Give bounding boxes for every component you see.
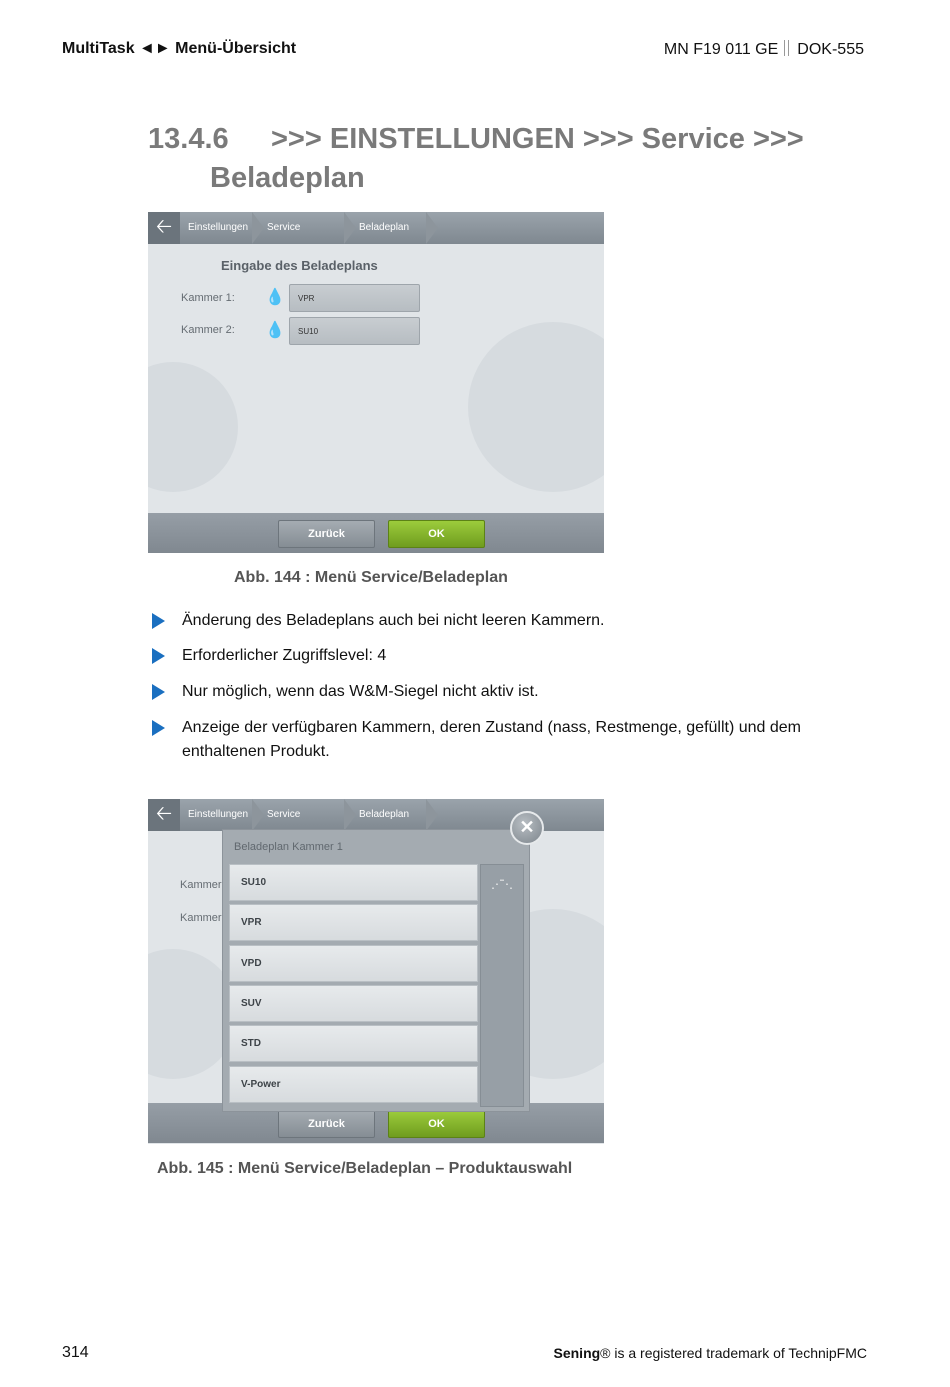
list-item-text: Nur möglich, wenn das W&M-Siegel nicht aktiv ist. <box>182 683 539 700</box>
bullet-triangle-icon <box>152 613 165 629</box>
back-arrow-icon[interactable]: 🡠 <box>148 799 180 831</box>
kammer2-label: Kammer 2: <box>181 324 235 336</box>
droplet-icon: 💧 <box>265 322 285 339</box>
section-number: 13.4.6 <box>148 123 229 155</box>
doc-number: DOK-555 <box>797 41 864 58</box>
product-select-dialog <box>222 829 530 1112</box>
list-item-text: Anzeige der verfügbaren Kammern, deren Zustand (nass, Restmenge, gefüllt) und dem enthaltenen Produkt. <box>182 719 801 760</box>
close-icon[interactable]: ✕ <box>510 811 544 845</box>
header-title: MultiTask ◄► Menü-Übersicht <box>62 40 297 57</box>
kammer1-label: Kammer 1: <box>181 292 235 304</box>
header-doc-info <box>664 40 864 59</box>
list-item-text: Erforderlicher Zugriffslevel: 4 <box>182 647 387 664</box>
ok-button[interactable]: OK <box>388 520 485 548</box>
bullet-triangle-icon <box>152 720 165 736</box>
section-title-line1: >>> EINSTELLUNGEN >>> Service >>> <box>271 123 804 155</box>
breadcrumb-beladeplan[interactable]: Beladeplan <box>359 809 410 820</box>
figure-caption: Abb. 145 : Menü Service/Beladeplan – Produktauswahl <box>157 1160 573 1177</box>
kammer1-label: Kammer <box>180 879 222 891</box>
breadcrumb-beladeplan[interactable]: Beladeplan <box>359 222 410 233</box>
dialog-title: Beladeplan Kammer 1 <box>234 841 343 853</box>
bullet-triangle-icon <box>152 648 165 664</box>
breadcrumb-bar <box>148 212 604 244</box>
breadcrumb-chevron-icon <box>344 799 356 831</box>
zurueck-button[interactable]: Zurück <box>278 520 375 548</box>
scroll-up-icon[interactable]: ⋰⋱ <box>491 877 511 891</box>
breadcrumb-chevron-icon <box>426 799 438 831</box>
figure-caption: Abb. 144 : Menü Service/Beladeplan <box>234 569 508 586</box>
product-option-vpr[interactable]: VPR <box>229 904 478 941</box>
background-gear <box>148 362 238 492</box>
bullet-triangle-icon <box>152 684 165 700</box>
breadcrumb-chevron-icon <box>344 212 356 244</box>
list-item <box>152 716 872 764</box>
section-title-line2: Beladeplan <box>210 162 365 194</box>
product-option-suv[interactable]: SUV <box>229 985 478 1022</box>
breadcrumb-einstellungen[interactable]: Einstellungen <box>188 222 249 233</box>
list-item <box>152 644 872 668</box>
doc-code: MN F19 011 GE <box>663 41 779 58</box>
kammer2-product-field[interactable]: SU10 <box>289 317 420 345</box>
background-gear <box>468 322 604 492</box>
brand-name: Sening <box>553 1345 601 1361</box>
product-option-vpd[interactable]: VPD <box>229 945 478 982</box>
ok-button[interactable]: OK <box>388 1110 485 1138</box>
screenshot-beladeplan <box>148 212 604 553</box>
breadcrumb-chevron-icon <box>252 799 264 831</box>
screenshot-produktauswahl <box>148 799 604 1144</box>
product-option-std[interactable]: STD <box>229 1025 478 1062</box>
breadcrumb-chevron-icon <box>252 212 264 244</box>
scrollbar[interactable] <box>480 864 524 1107</box>
list-item <box>152 609 872 633</box>
page-number: 314 <box>62 1344 89 1361</box>
kammer1-product-field[interactable]: VPR <box>289 284 420 312</box>
breadcrumb-chevron-icon <box>426 212 438 244</box>
kammer2-label: Kammer <box>180 912 222 924</box>
breadcrumb-einstellungen[interactable]: Einstellungen <box>188 809 249 820</box>
breadcrumb-service[interactable]: Service <box>267 222 301 233</box>
header-separator <box>784 40 789 56</box>
breadcrumb-service[interactable]: Service <box>267 809 301 820</box>
product-option-su10[interactable]: SU10 <box>229 864 478 901</box>
screen-heading: Eingabe des Beladeplans <box>221 258 378 273</box>
product-option-v-power[interactable]: V-Power <box>229 1066 478 1103</box>
trademark-text: ® is a registered trademark of TechnipFMC <box>600 1345 867 1361</box>
list-item <box>152 680 872 704</box>
zurueck-button[interactable]: Zurück <box>278 1110 375 1138</box>
section-title <box>148 120 848 198</box>
droplet-icon: 💧 <box>265 289 285 306</box>
list-item-text: Änderung des Beladeplans auch bei nicht leeren Kammern. <box>182 612 605 629</box>
back-arrow-icon[interactable]: 🡠 <box>148 212 180 244</box>
trademark-notice <box>554 1345 868 1361</box>
bottom-bar <box>148 513 604 553</box>
